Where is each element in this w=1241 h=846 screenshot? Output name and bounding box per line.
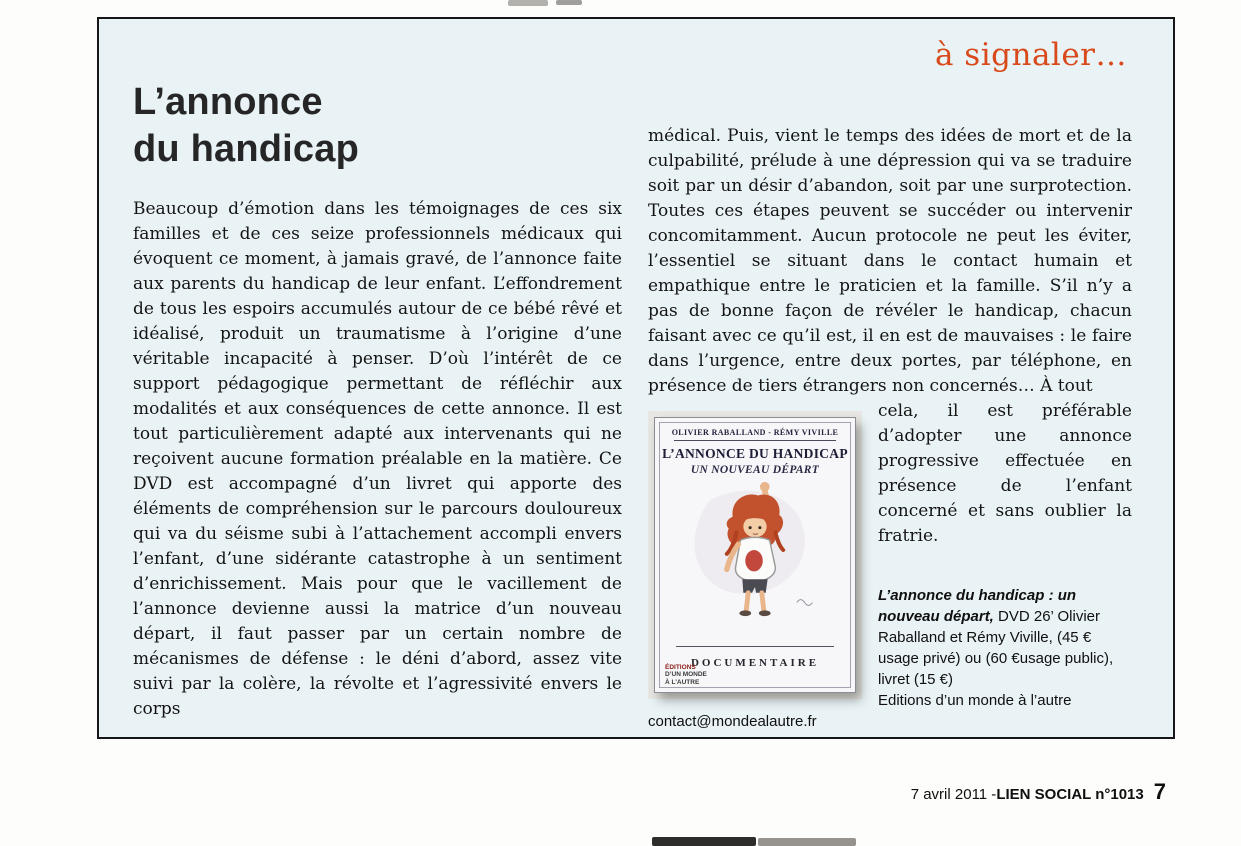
dvd-publisher-line2: D’UN MONDE [665, 671, 707, 678]
dvd-illustration-girl [676, 478, 834, 626]
scan-artifact [508, 0, 548, 6]
article-column-left [133, 197, 622, 722]
section-tag: à signaler… [934, 37, 1127, 73]
dvd-authors: OLIVIER RABALLAND - RÉMY VIVILLE [671, 428, 839, 437]
dvd-title: L’ANNONCE DU HANDICAP [662, 446, 848, 461]
article-panel [97, 17, 1175, 739]
footer-page-number: 7 [1153, 779, 1166, 804]
article-text-left: Beaucoup d’émotion dans les témoignages de ces six familles et de ces seize professionnels médicaux qui évoquent ce moment, à jamais gravé, de l’annonce faite aux parents du handicap de leur enfant. L’effondrement de tous les espoirs accumulés autour de ce bébé rêvé et idéalisé, produit un traumatisme à l’origine d’une véritable incapacité à penser. D’où l’intérêt de ce support pédagogique permettant de réfléchir aux modalités et aux conséquences de cette annonce. Il est tout particulièrement adapté aux intervenants qui ne reçoivent aucune formation préalable en la matière. Ce DVD est accompagné d’un livret qui apporte des éléments de compréhension sur le parcours douloureux qui va du séisme subi à l’attachement accompli envers l’enfant, d’une sidérante catastrophe à un sentiment d’enrichissement. Mais pour que le vacillement de l’annonce devienne aussi la matrice d’un nouveau départ, il faut passer par un certain nombre de mécanismes de défense : le déni d’abord, assez vite suivi par la colère, la révolte et l’agressivité envers le corps [133, 199, 622, 719]
page-footer [911, 779, 1166, 805]
dvd-caption-contact: contact@mondealautre.fr [648, 713, 817, 730]
dvd-publisher-line1: ÉDITIONS [665, 663, 696, 671]
scan-artifact [758, 838, 856, 846]
article-column-right [648, 124, 1132, 732]
footer-date: 7 avril 2011 - [910, 786, 997, 803]
footer-magazine-name: LIEN SOCIAL n°1013 [996, 786, 1144, 803]
dvd-cover-card [654, 417, 856, 693]
dvd-subtitle: UN NOUVEAU DÉPART [690, 464, 820, 476]
article-text-right-top: médical. Puis, vient le temps des idées de mort et de la culpabilité, prélude à une dépression qui va se traduire soit par un désir d’abandon, soit par une surprotection. Toutes ces étapes peuvent se succéder ou intervenir concomitamment. Aucun protocole ne peut les éviter, l’essentiel se situant dans le contact humain et empathique entre le praticien et la famille. S’il n’y a pas de bonne façon de révéler le handicap, chacun faisant avec ce qu’il est, il en est de mauvaises : le faire dans l’urgence, entre deux portes, par téléphone, en présence de tiers étrangers non concernés… À tout [648, 126, 1132, 396]
dvd-caption-details: DVD 26’ Olivier Raballand et Rémy Viville, (45 € usage privé) ou (60 €usage public), livret (15 €) [878, 608, 1114, 688]
dvd-cover-photo [648, 411, 862, 699]
dvd-genre: DOCUMENTAIRE [690, 657, 820, 669]
divider [674, 440, 836, 441]
article-title-line1: L’annonce [133, 81, 323, 123]
dvd-caption-title: L’annonce du handicap : un nouveau départ, [878, 587, 1077, 625]
article-text-right-wrap: cela, il est préférable d’adopter une annonce progressive effectuée en présence de l’enfant concerné et sans oublier la fratrie. [878, 401, 1132, 546]
scan-artifact [652, 837, 756, 846]
article-title [133, 79, 359, 173]
dvd-publisher-logo [665, 664, 707, 687]
dvd-publisher-line3: À L’AUTRE [665, 678, 700, 686]
article-title-line2: du handicap [133, 128, 359, 170]
dvd-caption-publisher: Editions d’un monde à l’autre [878, 692, 1072, 709]
scan-artifact [556, 0, 582, 5]
